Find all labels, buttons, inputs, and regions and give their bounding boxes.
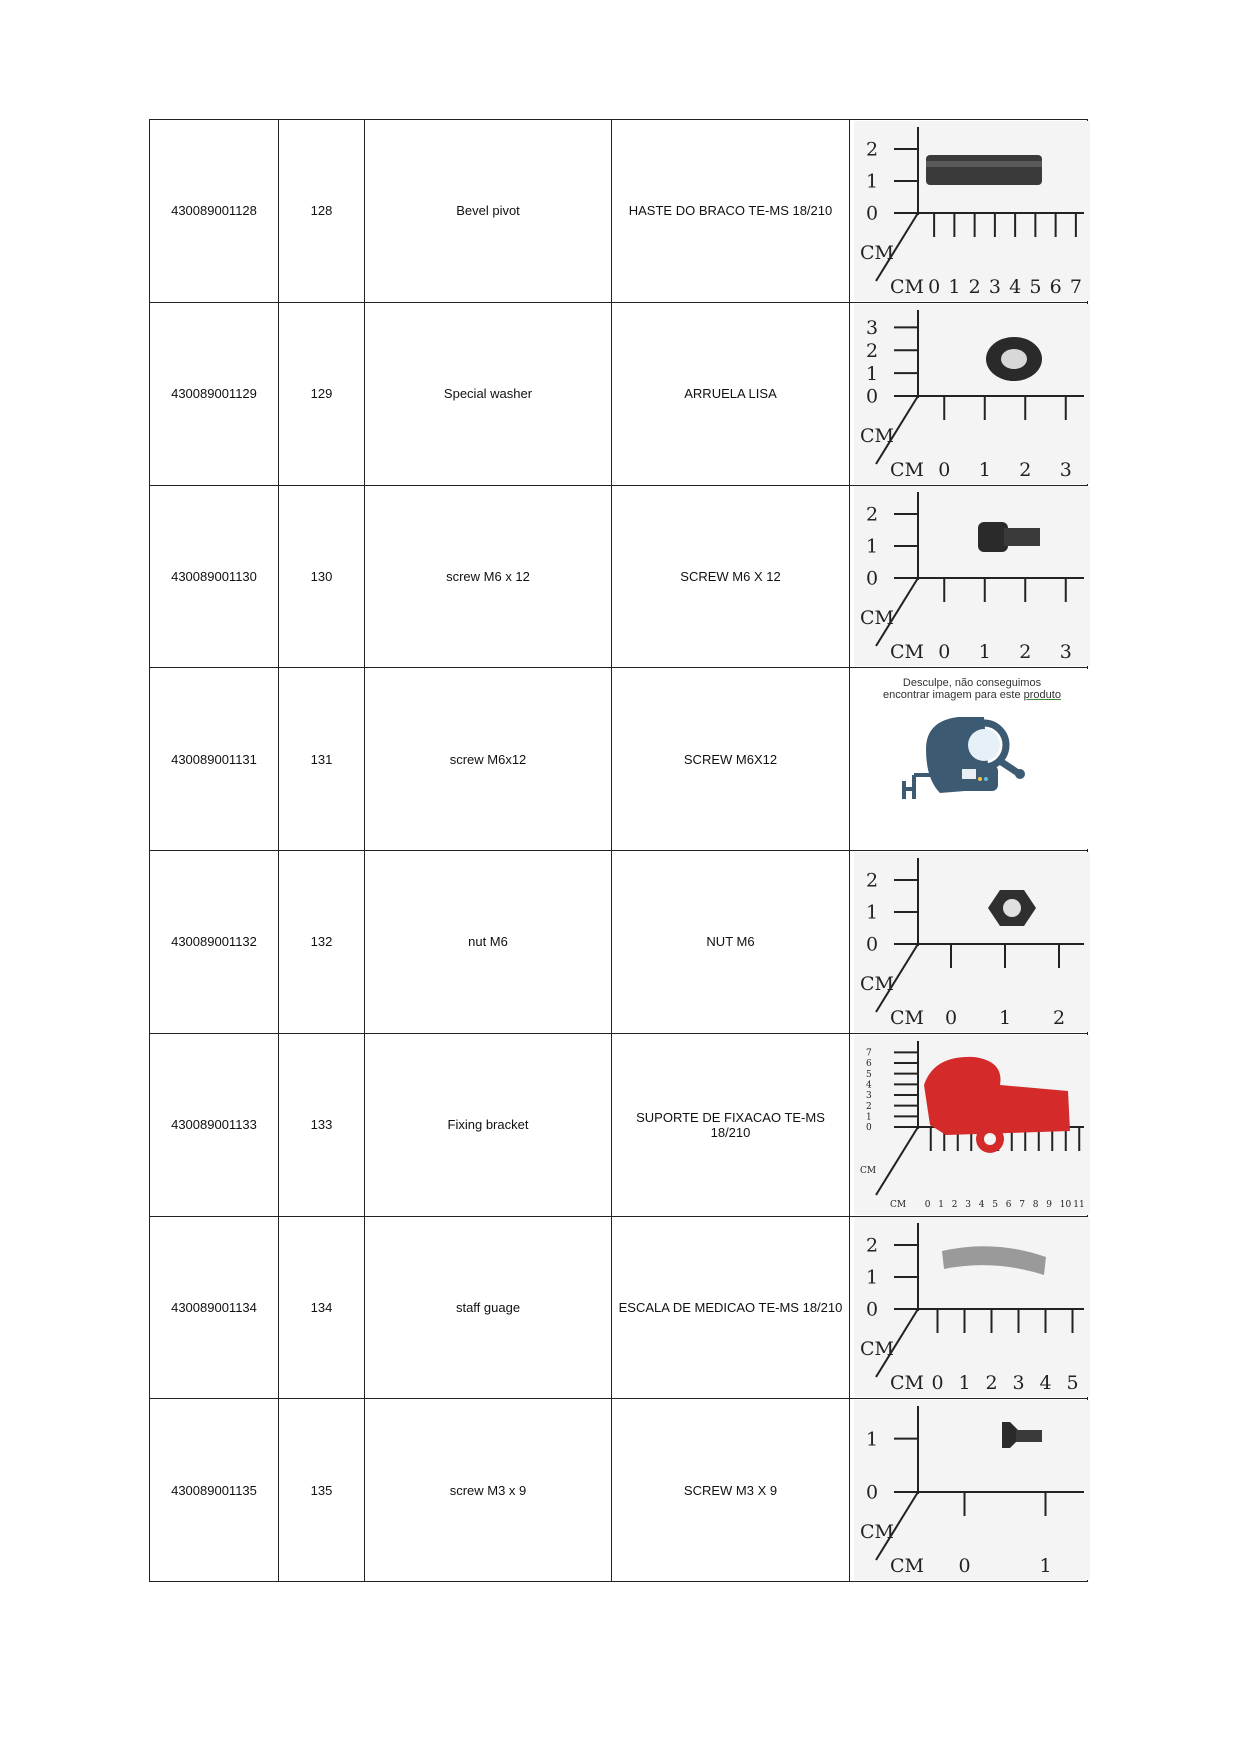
position-number: 133 — [279, 1033, 365, 1216]
scale-x-label: 2 — [968, 275, 981, 298]
part-image-cell — [850, 668, 1088, 851]
countersunk-screw-icon — [1002, 1422, 1042, 1448]
table-row — [150, 120, 1088, 303]
scale-x-label: 1 — [958, 1372, 971, 1395]
scale-y-label: 6 — [866, 1058, 872, 1069]
part-code: 430089001134 — [150, 1216, 279, 1399]
part-photo-with-scale — [854, 1217, 1090, 1397]
scale-y-label: 2 — [866, 1235, 879, 1258]
scale-x-label: 6 — [1005, 1199, 1012, 1210]
scale-x-label: 3 — [1059, 641, 1072, 664]
part-code: 430089001132 — [150, 851, 279, 1034]
scale-y-label: 1 — [866, 536, 879, 559]
scale-y-label: 0 — [866, 385, 879, 408]
scale-y-label: 2 — [866, 504, 879, 527]
name-portuguese: SCREW M6X12 — [612, 668, 850, 851]
part-code: 430089001129 — [150, 302, 279, 485]
scale-x-label: 0 — [938, 458, 951, 481]
scale-x-label: 0 — [924, 1199, 931, 1210]
hex-nut-icon — [988, 890, 1036, 926]
scale-x-label: CM — [890, 275, 924, 298]
scale-y-label: 2 — [866, 339, 879, 362]
cm-scale — [876, 1223, 1084, 1377]
scale-x-label: 3 — [1012, 1372, 1025, 1395]
parts-table — [149, 119, 1088, 1582]
scale-y-label: 3 — [866, 316, 879, 339]
scale-corner-label: CM — [860, 972, 894, 995]
part-image-cell — [850, 485, 1088, 668]
scale-y-label: 1 — [866, 1267, 879, 1290]
scale-y-label: 0 — [866, 933, 879, 956]
part-image-cell — [850, 1033, 1088, 1216]
position-number: 131 — [279, 668, 365, 851]
scale-y-label: 1 — [866, 170, 879, 193]
table-row — [150, 668, 1088, 851]
scale-x-label: CM — [890, 1199, 907, 1210]
scale-x-label: 1 — [999, 1006, 1012, 1029]
part-code: 430089001135 — [150, 1399, 279, 1582]
scale-x-label: 2 — [985, 1372, 998, 1395]
part-photo-with-scale — [854, 486, 1090, 666]
scale-x-label: 10 — [1059, 1199, 1072, 1210]
scale-x-label: 3 — [1059, 458, 1072, 481]
name-portuguese: SCREW M3 X 9 — [612, 1399, 850, 1582]
name-portuguese: HASTE DO BRACO TE-MS 18/210 — [612, 120, 850, 303]
position-number: 132 — [279, 851, 365, 1034]
table-row — [150, 851, 1088, 1034]
scale-corner-label: CM — [860, 607, 894, 630]
part-image-cell — [850, 1399, 1088, 1582]
scale-x-label: 1 — [948, 275, 961, 298]
scale-y-label: 5 — [866, 1069, 872, 1080]
part-image-cell — [850, 851, 1088, 1034]
socket-screw-icon — [978, 522, 1040, 552]
scale-y-label: 1 — [866, 1112, 872, 1123]
scale-x-label: 1 — [978, 641, 991, 664]
scale-y-label: 4 — [866, 1080, 872, 1091]
position-number: 130 — [279, 485, 365, 668]
name-english: Bevel pivot — [365, 120, 612, 303]
position-number: 134 — [279, 1216, 365, 1399]
name-portuguese: NUT M6 — [612, 851, 850, 1034]
scale-x-label: CM — [890, 1555, 924, 1578]
position-number: 135 — [279, 1399, 365, 1582]
part-image-cell — [850, 1216, 1088, 1399]
scale-x-label: 4 — [1039, 1372, 1052, 1395]
part-code: 430089001131 — [150, 668, 279, 851]
scale-x-label: 4 — [978, 1199, 985, 1210]
no-image-placeholder — [854, 669, 1090, 849]
name-portuguese: ARRUELA LISA — [612, 302, 850, 485]
scale-x-label: 7 — [1069, 275, 1082, 298]
name-english: Special washer — [365, 302, 612, 485]
scale-x-label: 11 — [1073, 1199, 1085, 1210]
part-photo-with-scale — [854, 852, 1090, 1032]
cm-scale — [876, 127, 1084, 281]
part-photo-with-scale — [854, 304, 1090, 484]
scale-y-label: 2 — [866, 869, 879, 892]
scale-x-label: 4 — [1009, 275, 1022, 298]
scale-y-label: 2 — [866, 1101, 872, 1112]
name-portuguese: SCREW M6 X 12 — [612, 485, 850, 668]
name-english: staff guage — [365, 1216, 612, 1399]
no-image-line-2: encontrar imagem para este produto — [883, 689, 1061, 702]
table-row — [150, 1399, 1088, 1582]
scale-x-label: 3 — [965, 1199, 971, 1210]
name-english: screw M3 x 9 — [365, 1399, 612, 1582]
scale-y-label: 0 — [866, 1299, 879, 1322]
scale-x-label: 6 — [1049, 275, 1062, 298]
part-photo-with-scale — [854, 1400, 1090, 1580]
washer-icon — [986, 337, 1042, 381]
part-photo-with-scale — [854, 1035, 1090, 1215]
scale-y-label: 0 — [866, 202, 879, 225]
scale-x-label: 5 — [1066, 1372, 1079, 1395]
scale-x-label: 0 — [945, 1006, 958, 1029]
table-row — [150, 302, 1088, 485]
scale-corner-label: CM — [860, 1521, 894, 1544]
cm-scale — [876, 310, 1084, 464]
no-image-line-1: Desculpe, não conseguimos — [902, 677, 1042, 690]
table-row — [150, 1033, 1088, 1216]
scale-x-label: CM — [890, 1372, 924, 1395]
scale-x-label: 1 — [938, 1199, 944, 1210]
part-image-cell — [850, 302, 1088, 485]
name-english: Fixing bracket — [365, 1033, 612, 1216]
scale-y-label: 2 — [866, 138, 879, 161]
table-row — [150, 1216, 1088, 1399]
name-portuguese: SUPORTE DE FIXACAO TE-MS 18/210 — [612, 1033, 850, 1216]
part-code: 430089001130 — [150, 485, 279, 668]
steel-rod-icon — [926, 155, 1042, 185]
table-row — [150, 485, 1088, 668]
no-image-message — [854, 677, 1090, 701]
scale-x-label: 1 — [978, 458, 991, 481]
scale-x-label: CM — [890, 458, 924, 481]
name-english: screw M6x12 — [365, 668, 612, 851]
scale-x-label: 1 — [1039, 1555, 1052, 1578]
scale-x-label: CM — [890, 1006, 924, 1029]
scale-x-label: CM — [890, 641, 924, 664]
name-english: nut M6 — [365, 851, 612, 1034]
scale-corner-label: CM — [860, 1338, 894, 1361]
scale-x-label: 5 — [1029, 275, 1042, 298]
scale-x-label: 0 — [938, 641, 951, 664]
red-bracket-icon — [924, 1057, 1070, 1153]
scale-x-label: 0 — [931, 1372, 944, 1395]
scale-x-label: 2 — [1053, 1006, 1066, 1029]
scale-x-label: 5 — [992, 1199, 998, 1210]
scale-y-label: 3 — [866, 1090, 872, 1101]
robot-magnifier-icon — [904, 717, 1025, 799]
part-photo-with-scale — [854, 121, 1090, 301]
scale-x-label: 9 — [1046, 1199, 1052, 1210]
cm-scale — [876, 1406, 1084, 1560]
scale-y-label: 0 — [866, 568, 879, 591]
scale-x-label: 3 — [988, 275, 1001, 298]
part-code: 430089001133 — [150, 1033, 279, 1216]
scale-y-label: 0 — [866, 1481, 879, 1504]
scale-y-label: 0 — [866, 1122, 872, 1133]
part-code: 430089001128 — [150, 120, 279, 303]
scale-y-label: 7 — [866, 1048, 872, 1059]
scale-x-label: 2 — [1019, 458, 1032, 481]
scale-x-label: 0 — [958, 1555, 971, 1578]
position-number: 129 — [279, 302, 365, 485]
curved-scale-icon — [942, 1247, 1046, 1276]
cm-scale — [876, 858, 1084, 1012]
scale-corner-label: CM — [860, 1165, 877, 1176]
scale-x-label: 7 — [1019, 1199, 1025, 1210]
scale-corner-label: CM — [860, 241, 894, 264]
scale-corner-label: CM — [860, 424, 894, 447]
name-english: screw M6 x 12 — [365, 485, 612, 668]
scale-x-label: 2 — [1019, 641, 1032, 664]
cm-scale — [876, 492, 1084, 646]
part-image-cell — [850, 120, 1088, 303]
scale-y-label: 1 — [866, 901, 879, 924]
scale-y-label: 1 — [866, 362, 879, 385]
scale-x-label: 2 — [951, 1199, 958, 1210]
name-portuguese: ESCALA DE MEDICAO TE-MS 18/210 — [612, 1216, 850, 1399]
scale-y-label: 1 — [866, 1428, 879, 1451]
position-number: 128 — [279, 120, 365, 303]
scale-x-label: 8 — [1032, 1199, 1039, 1210]
scale-x-label: 0 — [928, 275, 941, 298]
